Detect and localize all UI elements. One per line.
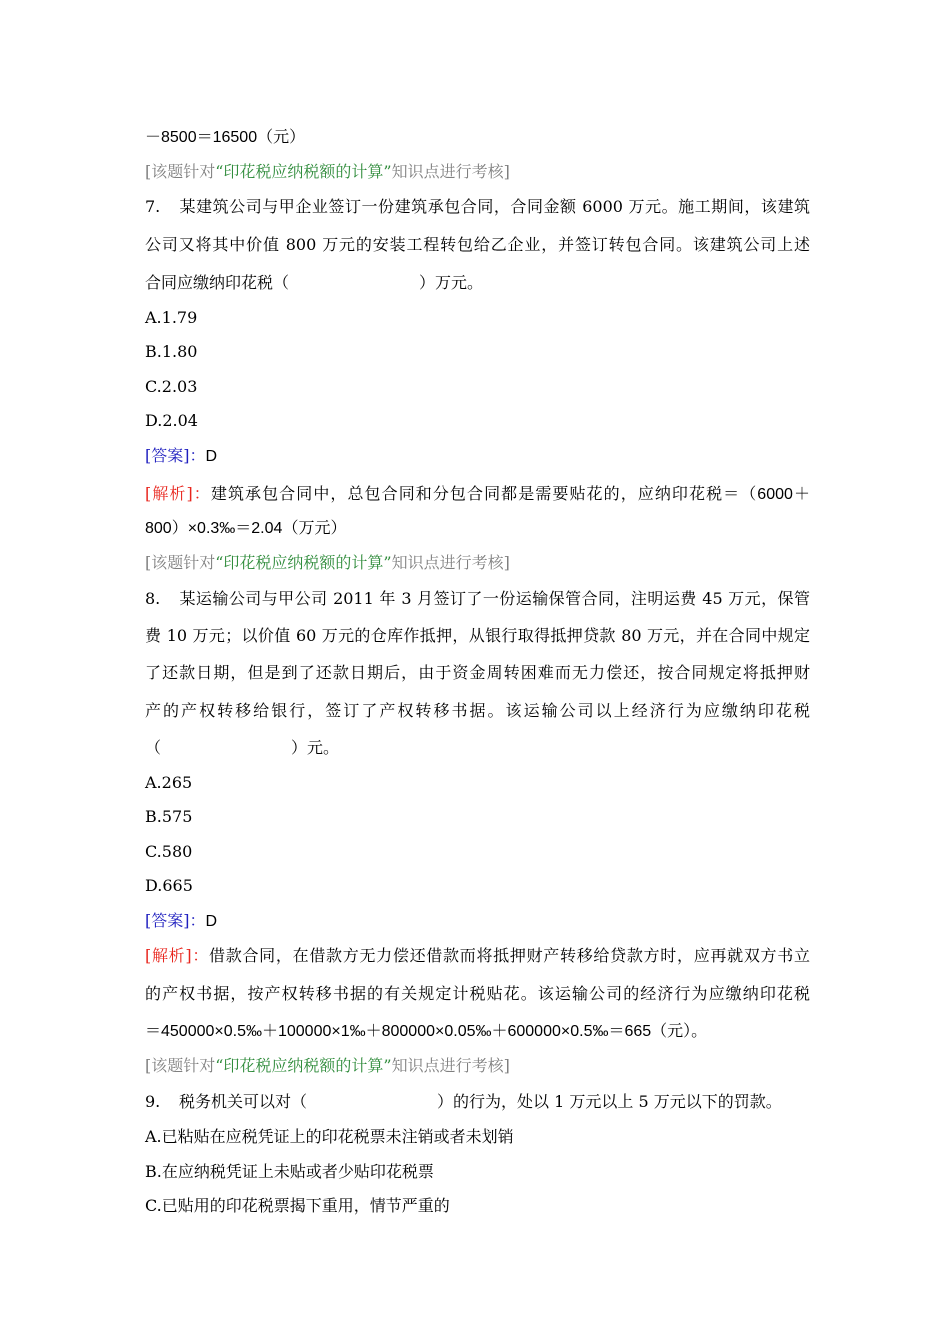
q8-stem-line-4: 产的产权转移给银行，签订了产权转移书据。该运输公司以上经济行为应缴纳印花税: [145, 701, 810, 720]
q7-option-a: A.1.79: [145, 308, 198, 327]
q8-option-c: C.580: [145, 842, 193, 861]
q7-analysis-line-2: [145, 517, 810, 539]
note-suffix: 知识点进行考核]: [391, 1056, 510, 1075]
q7-analysis-num: 6000＋: [757, 486, 810, 503]
q8-stem-line-3: 了还款日期，但是到了还款日期后，由于资金周转困难而无力偿还，按合同规定将抵押财: [145, 663, 810, 682]
q9-option-c: C.已贴用的印花税票揭下重用，情节严重的: [145, 1196, 450, 1215]
q7-option-d: D.2.04: [145, 411, 198, 430]
q8-option-b: B.575: [145, 807, 193, 826]
q7-stem-line-2: 公司又将其中价值 800 万元的安装工程转包给乙企业，并签订转包合同。该建筑公司上述: [145, 235, 810, 254]
note-prefix: [该题针对: [145, 1056, 216, 1075]
q7-analysis-formula: 800）×0.3‰＝2.04: [145, 520, 283, 537]
q7-analysis-line-1: [145, 483, 810, 505]
q7-stem-line-1: [145, 196, 810, 218]
q9-number: 9.: [145, 1092, 161, 1111]
knowledge-note: [145, 1055, 810, 1077]
q9-stem-start: 税务机关可以对（: [179, 1092, 308, 1111]
note-topic: “印花税应纳税额的计算”: [215, 553, 392, 572]
knowledge-note: [145, 161, 810, 183]
q8-stem-start: （: [145, 738, 162, 757]
q7-analysis-text: 建筑承包合同中，总包合同和分包合同都是需要贴花的，应纳印花税＝（: [210, 484, 758, 503]
q8-answer: [145, 910, 810, 932]
q8-option-d: D.665: [145, 876, 193, 895]
q8-analysis-line-2: 的产权书据，按产权转移书据的有关规定计税贴花。该运输公司的经济行为应缴纳印花税: [145, 984, 810, 1003]
knowledge-note: [145, 552, 810, 574]
q8-number: 8.: [145, 589, 161, 608]
q7-number: 7.: [145, 197, 161, 216]
q7-stem-start: 合同应缴纳印花税（: [145, 273, 290, 292]
answer-label: [答案]：: [145, 446, 206, 465]
note-prefix: [该题针对: [145, 162, 216, 181]
q8-analysis-line-1: [145, 945, 810, 967]
answer-value: D: [205, 913, 218, 930]
note-prefix: [该题针对: [145, 553, 216, 572]
q7-stem-line-3: [145, 272, 810, 294]
q7-analysis-unit: （万元）: [282, 518, 347, 537]
note-suffix: 知识点进行考核]: [391, 162, 510, 181]
q9-stem-end: ）的行为，处以 1 万元以上 5 万元以下的罚款。: [437, 1092, 782, 1111]
q7-option-c: C.2.03: [145, 377, 198, 396]
q8-option-a: A.265: [145, 773, 193, 792]
q8-stem-end: ）元。: [291, 738, 340, 757]
q6-formula-tail: [145, 126, 810, 148]
answer-value: D: [205, 448, 218, 465]
analysis-label: [解析]：: [145, 484, 211, 503]
q8-analysis-unit: （元）。: [651, 1021, 708, 1040]
q7-stem-text-1: 某建筑公司与甲企业签订一份建筑承包合同，合同金额 6000 万元。施工期间，该建筑: [179, 197, 810, 216]
q9-option-a: A.已粘贴在应税凭证上的印花税票未注销或者未划销: [145, 1127, 514, 1146]
q8-stem-line-5: [145, 737, 810, 759]
analysis-label: [解析]：: [145, 946, 210, 965]
answer-label: [答案]：: [145, 911, 206, 930]
note-suffix: 知识点进行考核]: [391, 553, 510, 572]
note-topic: “印花税应纳税额的计算”: [215, 1056, 392, 1075]
q8-stem-line-1: [145, 588, 810, 610]
q8-analysis-text-1: 借款合同，在借款方无力偿还借款而将抵押财产转移给贷款方时，应再就双方书立: [209, 946, 810, 965]
q7-option-b: B.1.80: [145, 342, 198, 361]
q9-option-b: B.在应纳税凭证上未贴或者少贴印花税票: [145, 1162, 434, 1181]
q7-stem-end: ）万元。: [419, 273, 484, 292]
q7-answer: [145, 445, 810, 467]
q6-formula: －8500＝16500: [145, 129, 258, 146]
q8-analysis-formula: ＝450000×0.5‰＋100000×1‰＋800000×0.05‰＋600000×0.5‰＝665: [145, 1023, 652, 1040]
note-topic: “印花税应纳税额的计算”: [215, 162, 392, 181]
q9-stem: [145, 1091, 810, 1113]
q8-stem-line-2: 费 10 万元；以价值 60 万元的仓库作抵押，从银行取得抵押贷款 80 万元，并在合同中规定: [145, 626, 810, 645]
q8-analysis-line-3: [145, 1020, 810, 1042]
q6-unit: （元）: [257, 127, 306, 146]
q8-stem-text-1: 某运输公司与甲公司 2011 年 3 月签订了一份运输保管合同，注明运费 45 万元，保管: [179, 589, 810, 608]
